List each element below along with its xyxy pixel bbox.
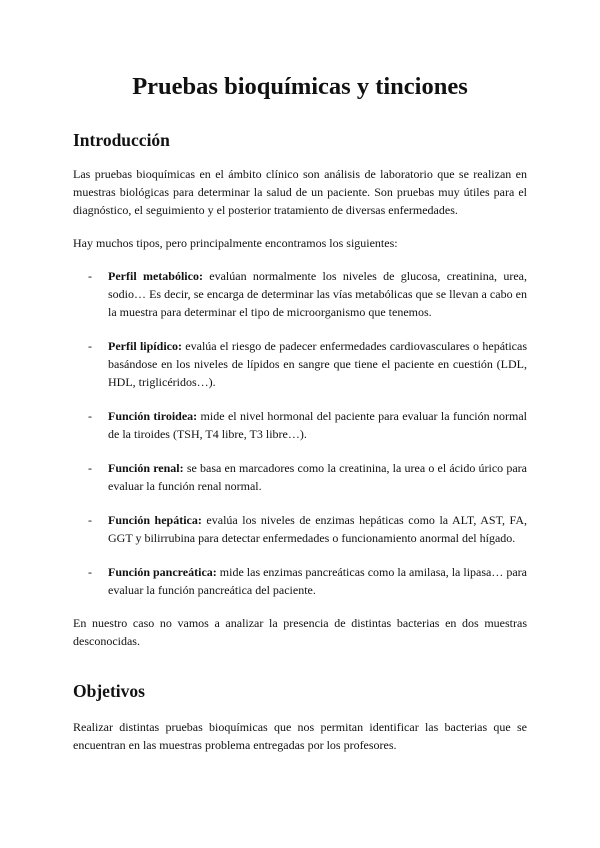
list-item-text: evalúa el riesgo de padecer enfermedades cardiovasculares o hepáticas basándose en los niveles de lípidos en sangre que tiene el paciente en cuestión (LDL, HDL, triglicéridos…).: [108, 339, 528, 389]
list-bullet: -: [88, 339, 92, 353]
list-item: [73, 563, 527, 599]
list-item-text: se basa en marcadores como la creatinina, la urea o el ácido úrico para evaluar la función renal normal.: [108, 461, 528, 493]
list-item-text: mide el nivel hormonal del paciente para evaluar la función normal de la tiroides (TSH, T4 libre, T3 libre…).: [108, 409, 527, 441]
section-heading-objetivos: Objetivos: [73, 681, 145, 701]
document-title: Pruebas bioquímicas y tinciones: [132, 73, 468, 100]
list-item-text: mide las enzimas pancreáticas como la amilasa, la lipasa… para evaluar la función pancreática del paciente.: [108, 565, 527, 597]
list-item: [73, 511, 527, 547]
list-bullet: -: [88, 461, 92, 475]
list-item: [73, 459, 527, 495]
list-item: [73, 267, 527, 321]
list-item-term: Función pancreática:: [108, 565, 217, 579]
list-item-term: Perfil lipídico:: [108, 339, 182, 353]
list-item: [73, 337, 527, 391]
objectives-paragraph: Realizar distintas pruebas bioquímicas que nos permitan identificar las bacterias que se encuentran en las muestras problema entregadas por los profesores.: [73, 720, 527, 752]
list-bullet: -: [88, 513, 92, 527]
test-types-list: [73, 267, 527, 599]
list-item-term: Función tiroidea:: [108, 409, 198, 423]
intro-paragraph-1: Las pruebas bioquímicas en el ámbito clínico son análisis de laboratorio que se realizan en muestras biológicas para determinar la salud de un paciente. Son pruebas muy útiles para el diagnóstico, el seguimiento y el posterior tratamiento de diversas enfermedades.: [73, 167, 527, 217]
list-bullet: -: [88, 269, 92, 283]
list-bullet: -: [88, 409, 92, 423]
list-item-term: Función hepática:: [108, 513, 202, 527]
list-item-text: evalúa los niveles de enzimas hepáticas como la ALT, AST, FA, GGT y bilirrubina para detectar enfermedades o funcionamiento anormal del hígado.: [108, 513, 527, 545]
list-item-text: evalúan normalmente los niveles de glucosa, creatinina, urea, sodio… Es decir, se encarga de determinar las vías metabólicas que se llevan a cabo en la muestra para determinar el tipo de microorganismo que tenemos.: [108, 269, 527, 319]
intro-paragraph-2: Hay muchos tipos, pero principalmente encontramos los siguientes:: [73, 236, 398, 250]
intro-paragraph-3: En nuestro caso no vamos a analizar la presencia de distintas bacterias en dos muestras desconocidas.: [73, 616, 527, 648]
section-heading-introduccion: Introducción: [73, 130, 170, 150]
list-bullet: -: [88, 565, 92, 579]
list-item-term: Perfil metabólico:: [108, 269, 203, 283]
list-item-term: Función renal:: [108, 461, 184, 475]
list-item: [73, 407, 527, 443]
